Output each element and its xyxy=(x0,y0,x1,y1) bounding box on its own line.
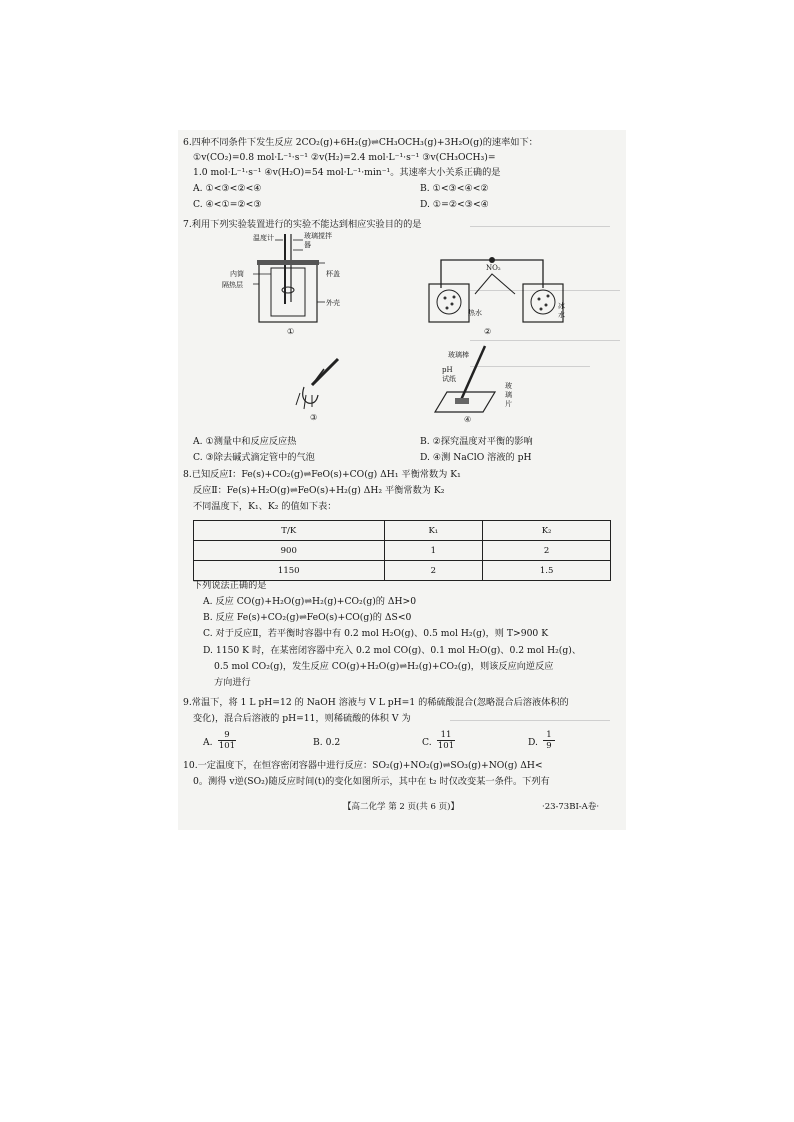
q8-option-d-line3: 方向进行 xyxy=(214,677,251,688)
q9-option-d-numerator: 1 xyxy=(543,730,555,741)
q9-option-a-denominator: 101 xyxy=(218,741,236,751)
q9-stem-line1: 9.常温下，将 1 L pH=12 的 NaOH 溶液与 V L pH=1 的稀硫酸混合(忽略混合后溶液体积的 xyxy=(183,697,569,708)
table-row xyxy=(194,561,611,581)
q9-option-a-numerator: 9 xyxy=(218,730,236,741)
table-header-row xyxy=(194,521,611,541)
paper-code: ·23-73BI-A卷· xyxy=(542,802,600,812)
fig1-label-stirrer: 玻璃搅拌器 xyxy=(304,232,332,249)
q6-stem-line3: 1.0 mol·L⁻¹·s⁻¹ ④v(H₂O)=54 mol·L⁻¹·min⁻¹。其速率大小关系正确的是 xyxy=(193,167,501,178)
bleed-through-line xyxy=(450,720,610,721)
q9-stem-line2: 变化)，混合后溶液的 pH=11，则稀硫酸的体积 V 为 xyxy=(193,713,411,724)
bleed-through-line xyxy=(470,340,620,341)
table-header-t: T/K xyxy=(194,521,385,541)
q8-option-d-line2: 0.5 mol CO₂(g)，发生反应 CO(g)+H₂O(g)⇌H₂(g)+CO₂(g)，则该反应向逆反应 xyxy=(214,661,554,672)
q8-option-a: A. 反应 CO(g)+H₂O(g)⇌H₂(g)+CO₂(g)的 ΔH>0 xyxy=(203,596,417,607)
fig1-label-thermometer: 温度计 xyxy=(253,234,274,242)
q9-option-d-label: D. xyxy=(528,737,538,748)
q8-stem-line2: 反应Ⅱ：Fe(s)+H₂O(g)⇌FeO(s)+H₂(g) ΔH₂ 平衡常数为 K₂ xyxy=(193,485,445,496)
q7-option-b: B. ②探究温度对平衡的影响 xyxy=(420,436,533,447)
q8-stem-line3: 不同温度下，K₁、K₂ 的值如下表： xyxy=(193,501,337,512)
table-cell: 2 xyxy=(384,561,483,581)
q6-option-b: B. ①<③<④<② xyxy=(420,183,489,194)
fig3-number: ③ xyxy=(310,413,318,422)
bleed-through-line xyxy=(470,226,610,227)
table-cell: 1150 xyxy=(194,561,385,581)
q7-option-c: C. ③除去碱式滴定管中的气泡 xyxy=(193,452,315,463)
q8-prompt: 下列说法正确的是 xyxy=(193,580,267,591)
fig1-number: ① xyxy=(287,327,295,336)
table-header-k1: K₁ xyxy=(384,521,483,541)
fig1-label-insulation: 隔热层 xyxy=(222,281,243,289)
fig2-label-hot-water: 热水 xyxy=(468,309,482,317)
q7-option-d: D. ④测 NaClO 溶液的 pH xyxy=(420,452,532,463)
fig4-number: ④ xyxy=(464,415,472,424)
page-footer: 【高二化学 第 2 页(共 6 页)】 xyxy=(343,802,459,812)
q6-stem-line1: 6.四种不同条件下发生反应 2CO₂(g)+6H₂(g)⇌CH₃OCH₃(g)+3H₂O(g)的速率如下： xyxy=(183,137,538,148)
q9-option-b: B. 0.2 xyxy=(313,737,341,748)
q6-stem-line2: ①v(CO₂)=0.8 mol·L⁻¹·s⁻¹ ②v(H₂)=2.4 mol·L⁻¹·s⁻¹ ③v(CH₃OCH₃)= xyxy=(193,152,496,163)
q10-stem-line2: 0。测得 v逆(SO₂)随反应时间(t)的变化如图所示，其中在 t₂ 时仅改变某一条件。下列有 xyxy=(193,776,550,787)
q9-option-c-numerator: 11 xyxy=(437,730,455,741)
table-cell: 1 xyxy=(384,541,483,561)
table-header-k2: K₂ xyxy=(483,521,611,541)
q9-option-a-label: A. xyxy=(203,737,213,748)
q9-option-c-label: C. xyxy=(422,737,432,748)
fig2-label-no2: NO₂ xyxy=(486,264,501,272)
fig1-label-shell: 外壳 xyxy=(326,299,340,307)
table-cell: 1.5 xyxy=(483,561,611,581)
fig2-label-ice-water: 冰水 xyxy=(558,302,565,319)
fig1-label-lid: 杯盖 xyxy=(326,270,340,278)
burette-bubble-figure xyxy=(290,355,350,415)
table-cell: 2 xyxy=(483,541,611,561)
q9-option-d-denominator: 9 xyxy=(546,741,552,751)
table-cell: 900 xyxy=(194,541,385,561)
fig4-label-ph-paper: pH试纸 xyxy=(442,366,456,383)
q9-option-c-denominator: 101 xyxy=(437,741,455,751)
q8-option-b: B. 反应 Fe(s)+CO₂(g)⇌FeO(s)+CO(g)的 ΔS<0 xyxy=(203,612,412,623)
table-row xyxy=(194,541,611,561)
q7-option-a: A. ①测量中和反应反应热 xyxy=(193,436,297,447)
q7-stem: 7.利用下列实验装置进行的实验不能达到相应实验目的的是 xyxy=(183,219,422,230)
fig4-label-glass-plate: 玻璃片 xyxy=(505,382,512,408)
q8-stem-line1: 8.已知反应Ⅰ：Fe(s)+CO₂(g)⇌FeO(s)+CO(g) ΔH₁ 平衡常数为 K₁ xyxy=(183,469,461,480)
q6-option-a: A. ①<③<②<④ xyxy=(193,183,262,194)
q6-option-c: C. ④<①=②<③ xyxy=(193,199,262,210)
k-values-table xyxy=(193,520,611,581)
q6-option-d: D. ①=②<③<④ xyxy=(420,199,489,210)
fig4-label-glass-rod: 玻璃棒 xyxy=(448,351,469,359)
q10-stem-line1: 10.一定温度下，在恒容密闭容器中进行反应：SO₂(g)+NO₂(g)⇌SO₃(g)+NO(g) ΔH< xyxy=(183,760,543,771)
fig1-label-inner-cup: 内筒 xyxy=(230,270,244,278)
q8-option-c: C. 对于反应Ⅱ，若平衡时容器中有 0.2 mol H₂O(g)、0.5 mol H₂(g)，则 T>900 K xyxy=(203,628,549,639)
q8-option-d-line1: D. 1150 K 时，在某密闭容器中充入 0.2 mol CO(g)、0.1 mol H₂O(g)、0.2 mol H₂(g)、 xyxy=(203,645,582,656)
fig2-number: ② xyxy=(484,327,492,336)
